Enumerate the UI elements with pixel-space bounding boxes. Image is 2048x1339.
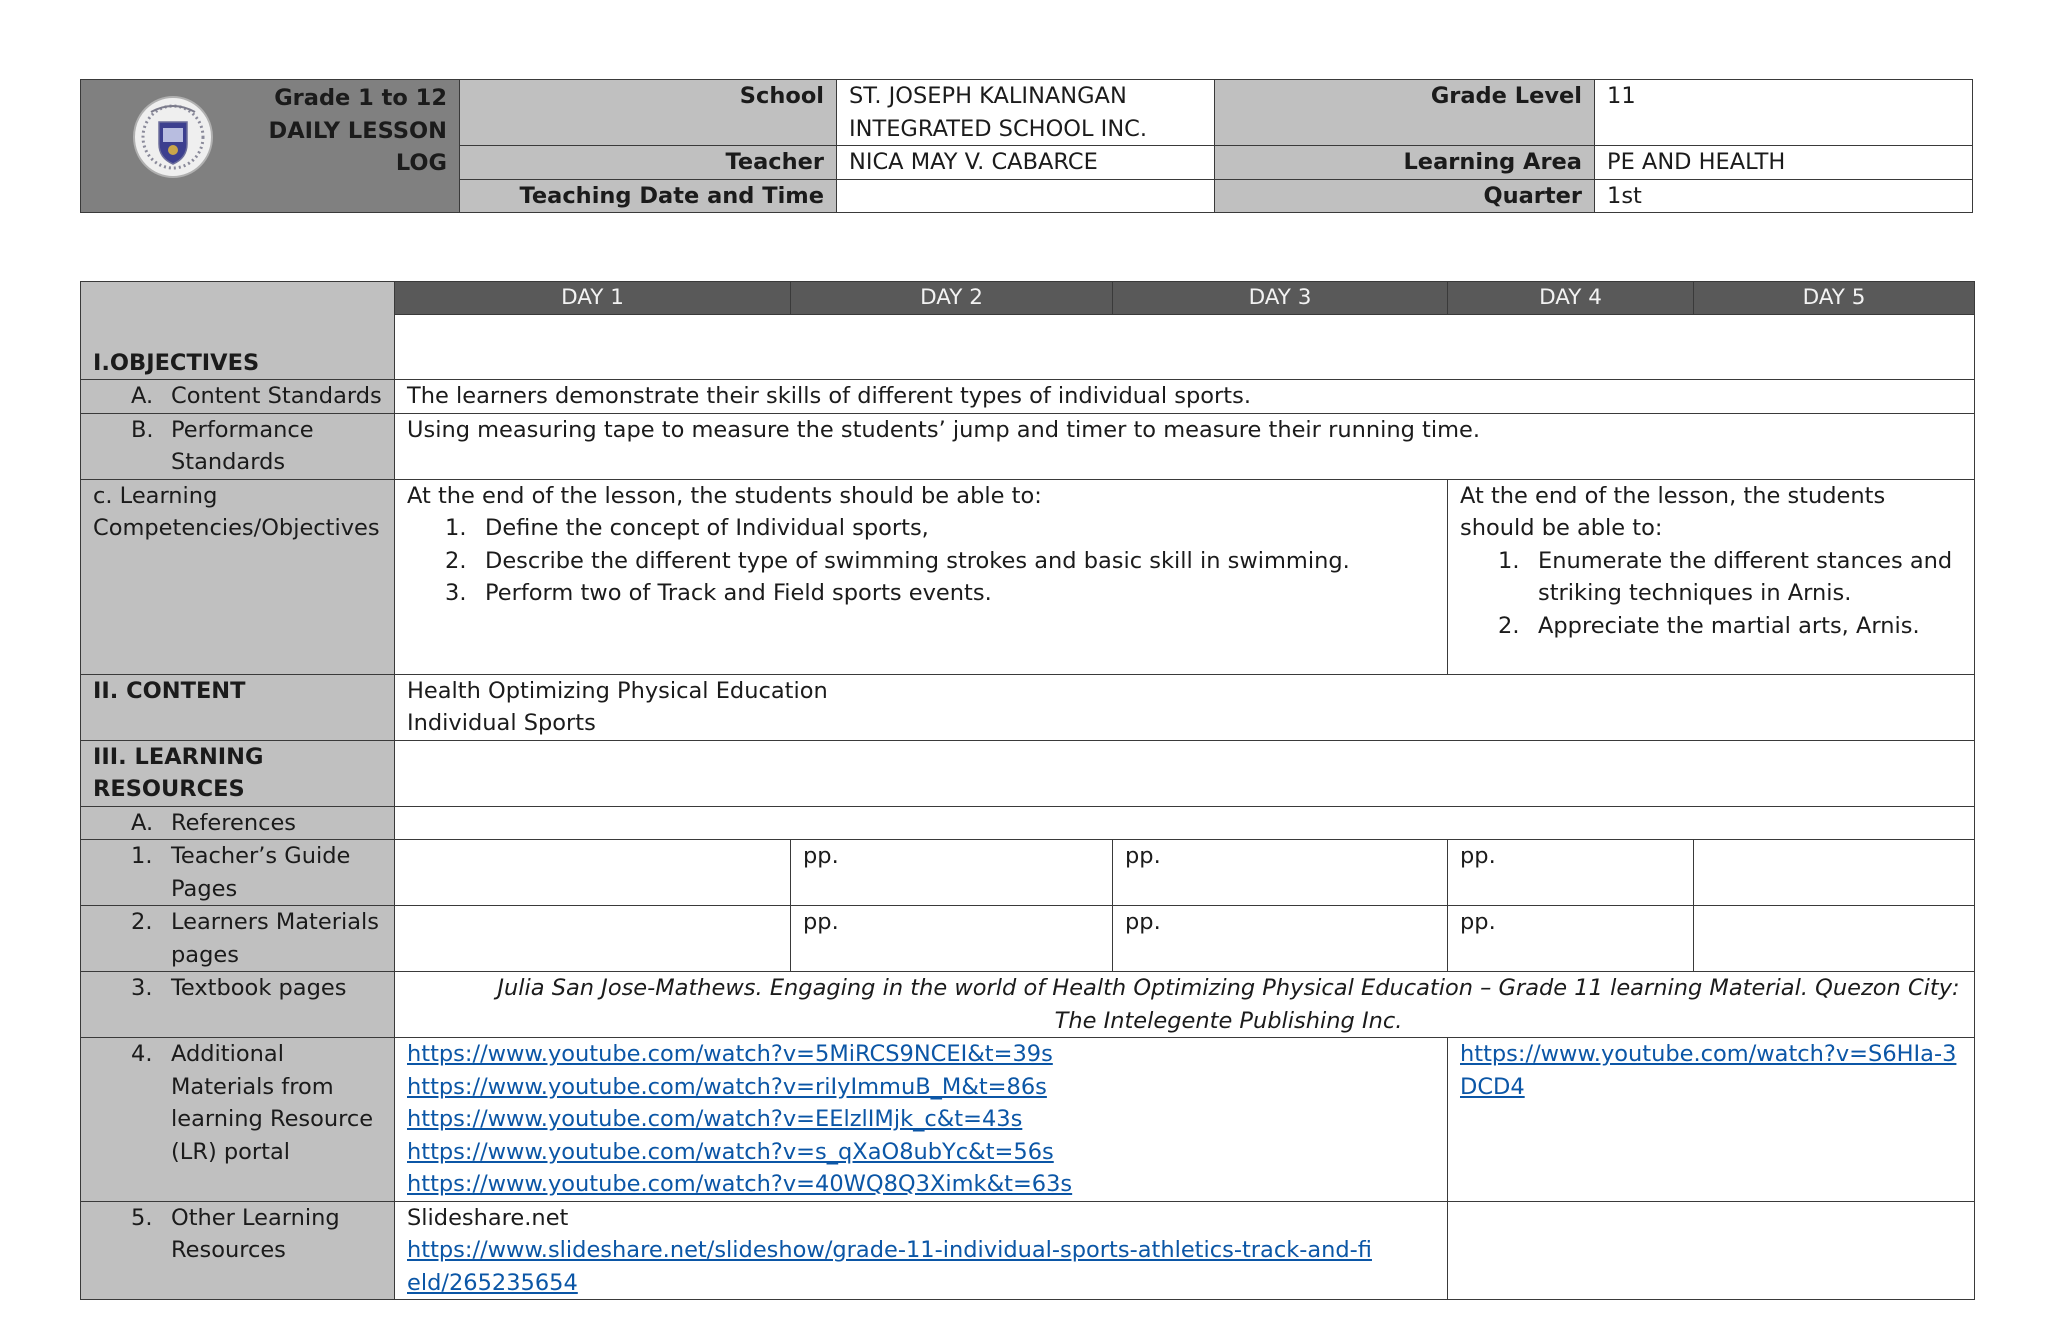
textbook-text: Textbook pages (171, 975, 347, 1001)
tg-day-4: pp. (1448, 840, 1694, 906)
quarter-value: 1st (1595, 179, 1973, 213)
performance-standards-value: Using measuring tape to measure the students’ jump and timer to measure their running time. (395, 413, 1975, 479)
objectives-heading: I.OBJECTIVES (93, 349, 260, 376)
content-standards-num: A. (131, 383, 154, 409)
lesson-table (80, 281, 1975, 1300)
other-resources-label (81, 1201, 395, 1300)
additional-materials-left (395, 1038, 1448, 1202)
teachers-guide-num: 1. (131, 843, 153, 869)
textbook-num: 3. (131, 975, 153, 1001)
quarter-label: Quarter (1215, 179, 1595, 213)
learners-materials-text: Learners Materials pages (171, 909, 379, 968)
content-standards-value: The learners demonstrate their skills of different types of individual sports. (395, 380, 1975, 414)
other-resources-right (1448, 1201, 1975, 1300)
learning-area-label: Learning Area (1215, 146, 1595, 180)
performance-standards-text-2: Standards (171, 449, 286, 475)
competencies-right-intro: At the end of the lesson, the students should be able to: (1460, 482, 1886, 541)
references-blank (395, 806, 1975, 840)
objectives-heading-cell (81, 282, 395, 380)
title-line-1: Grade 1 to 12 (274, 85, 447, 111)
competencies-left (395, 479, 1448, 674)
learners-materials-num: 2. (131, 909, 153, 935)
teacher-label: Teacher (460, 146, 837, 180)
performance-standards-num: B. (131, 416, 154, 443)
other-resources-num: 5. (131, 1204, 153, 1231)
list-item: 1. Enumerate the different stances and striking techniques in Arnis. (1498, 547, 1953, 606)
school-line-2: INTEGRATED SCHOOL INC. (849, 115, 1148, 142)
competencies-left-list (407, 512, 1435, 610)
learning-resources-heading: III. LEARNING RESOURCES (81, 740, 395, 806)
youtube-link[interactable]: https://www.youtube.com/watch?v=EElzlIMjk_c&t=43s (407, 1106, 1023, 1132)
header-table (80, 79, 1973, 213)
deped-seal-icon (133, 92, 213, 182)
references-num: A. (131, 809, 154, 836)
textbook-label (81, 972, 395, 1038)
competencies-label-1: c. Learning (93, 482, 218, 509)
tg-day-5 (1694, 840, 1975, 906)
grade-level-label: Grade Level (1215, 80, 1595, 146)
competencies-right (1448, 479, 1975, 674)
teaching-date-label: Teaching Date and Time (460, 179, 837, 213)
youtube-link[interactable]: https://www.youtube.com/watch?v=5MiRCS9NCEI&t=39s (407, 1041, 1053, 1067)
day-4-header: DAY 4 (1448, 282, 1694, 315)
list-item: 2. Describe the different type of swimming strokes and basic skill in swimming. (445, 547, 1350, 574)
school-value (837, 80, 1215, 146)
teachers-guide-text: Teacher’s Guide Pages (171, 843, 351, 902)
youtube-link[interactable]: https://www.youtube.com/watch?v=riIyImmuB_M&t=86s (407, 1073, 1047, 1100)
content-standards-text: Content Standards (171, 383, 382, 409)
competencies-right-list (1460, 545, 1962, 643)
content-line-2: Individual Sports (407, 710, 596, 736)
additional-materials-right (1448, 1038, 1975, 1202)
day-3-header: DAY 3 (1113, 282, 1448, 315)
learning-resources-blank (395, 740, 1975, 806)
title-cell (81, 80, 460, 213)
tg-day-1 (395, 840, 791, 906)
list-item: 1. Define the concept of Individual sports, (445, 515, 929, 541)
tg-day-3: pp. (1113, 840, 1448, 906)
other-resources-left (395, 1201, 1448, 1300)
day-1-header: DAY 1 (395, 282, 791, 315)
objectives-blank (395, 315, 1975, 380)
teachers-guide-label (81, 840, 395, 906)
textbook-citation: Julia San Jose-Mathews. Engaging in the world of Health Optimizing Physical Education – Grade 11 learning Material. Quezon City: The Intelegente Publishing Inc. (395, 972, 1975, 1038)
title-line-3: LOG (395, 150, 447, 176)
competencies-label (81, 479, 395, 674)
content-standards-label (81, 380, 395, 414)
lm-day-2: pp. (791, 906, 1113, 972)
competencies-left-intro: At the end of the lesson, the students should be able to: (407, 482, 1042, 509)
list-item: 2. Appreciate the martial arts, Arnis. (1498, 612, 1920, 639)
day-5-header: DAY 5 (1694, 282, 1975, 315)
grade-level-value: 11 (1595, 80, 1973, 146)
lm-day-5 (1694, 906, 1975, 972)
youtube-link[interactable]: https://www.youtube.com/watch?v=s_qXaO8ubYc&t=56s (407, 1138, 1054, 1165)
lm-day-3: pp. (1113, 906, 1448, 972)
additional-materials-label (81, 1038, 395, 1202)
competencies-label-2: Competencies/Objectives (93, 515, 380, 541)
learners-materials-label (81, 906, 395, 972)
youtube-link[interactable]: https://www.youtube.com/watch?v=S6HIa-3DCD4 (1460, 1041, 1957, 1100)
title-line-2: DAILY LESSON (268, 117, 447, 144)
list-item: 3. Perform two of Track and Field sports events. (445, 580, 992, 606)
content-heading: II. CONTENT (81, 674, 395, 740)
additional-materials-num: 4. (131, 1041, 153, 1067)
other-resources-text: Other Learning Resources (171, 1204, 340, 1263)
tg-day-2: pp. (791, 840, 1113, 906)
content-value (395, 674, 1975, 740)
lm-day-1 (395, 906, 791, 972)
slideshare-link[interactable]: https://www.slideshare.net/slideshow/grade-11-individual-sports-athletics-track-and-field/265235654 (407, 1237, 1372, 1296)
teacher-value: NICA MAY V. CABARCE (837, 146, 1215, 180)
additional-materials-text: Additional Materials from learning Resource (LR) portal (171, 1041, 374, 1165)
learning-area-value: PE AND HEALTH (1595, 146, 1973, 180)
youtube-link[interactable]: https://www.youtube.com/watch?v=40WQ8Q3Ximk&t=63s (407, 1171, 1073, 1197)
performance-standards-label (81, 413, 395, 479)
slideshare-site: Slideshare.net (407, 1204, 569, 1231)
lm-day-4: pp. (1448, 906, 1694, 972)
references-label (81, 806, 395, 840)
school-label: School (460, 80, 837, 146)
references-text: References (171, 809, 297, 836)
day-2-header: DAY 2 (791, 282, 1113, 315)
school-line-1: ST. JOSEPH KALINANGAN (849, 83, 1127, 109)
teaching-date-value (837, 179, 1215, 213)
content-line-1: Health Optimizing Physical Education (407, 677, 828, 704)
performance-standards-text-1: Performance (171, 416, 314, 443)
